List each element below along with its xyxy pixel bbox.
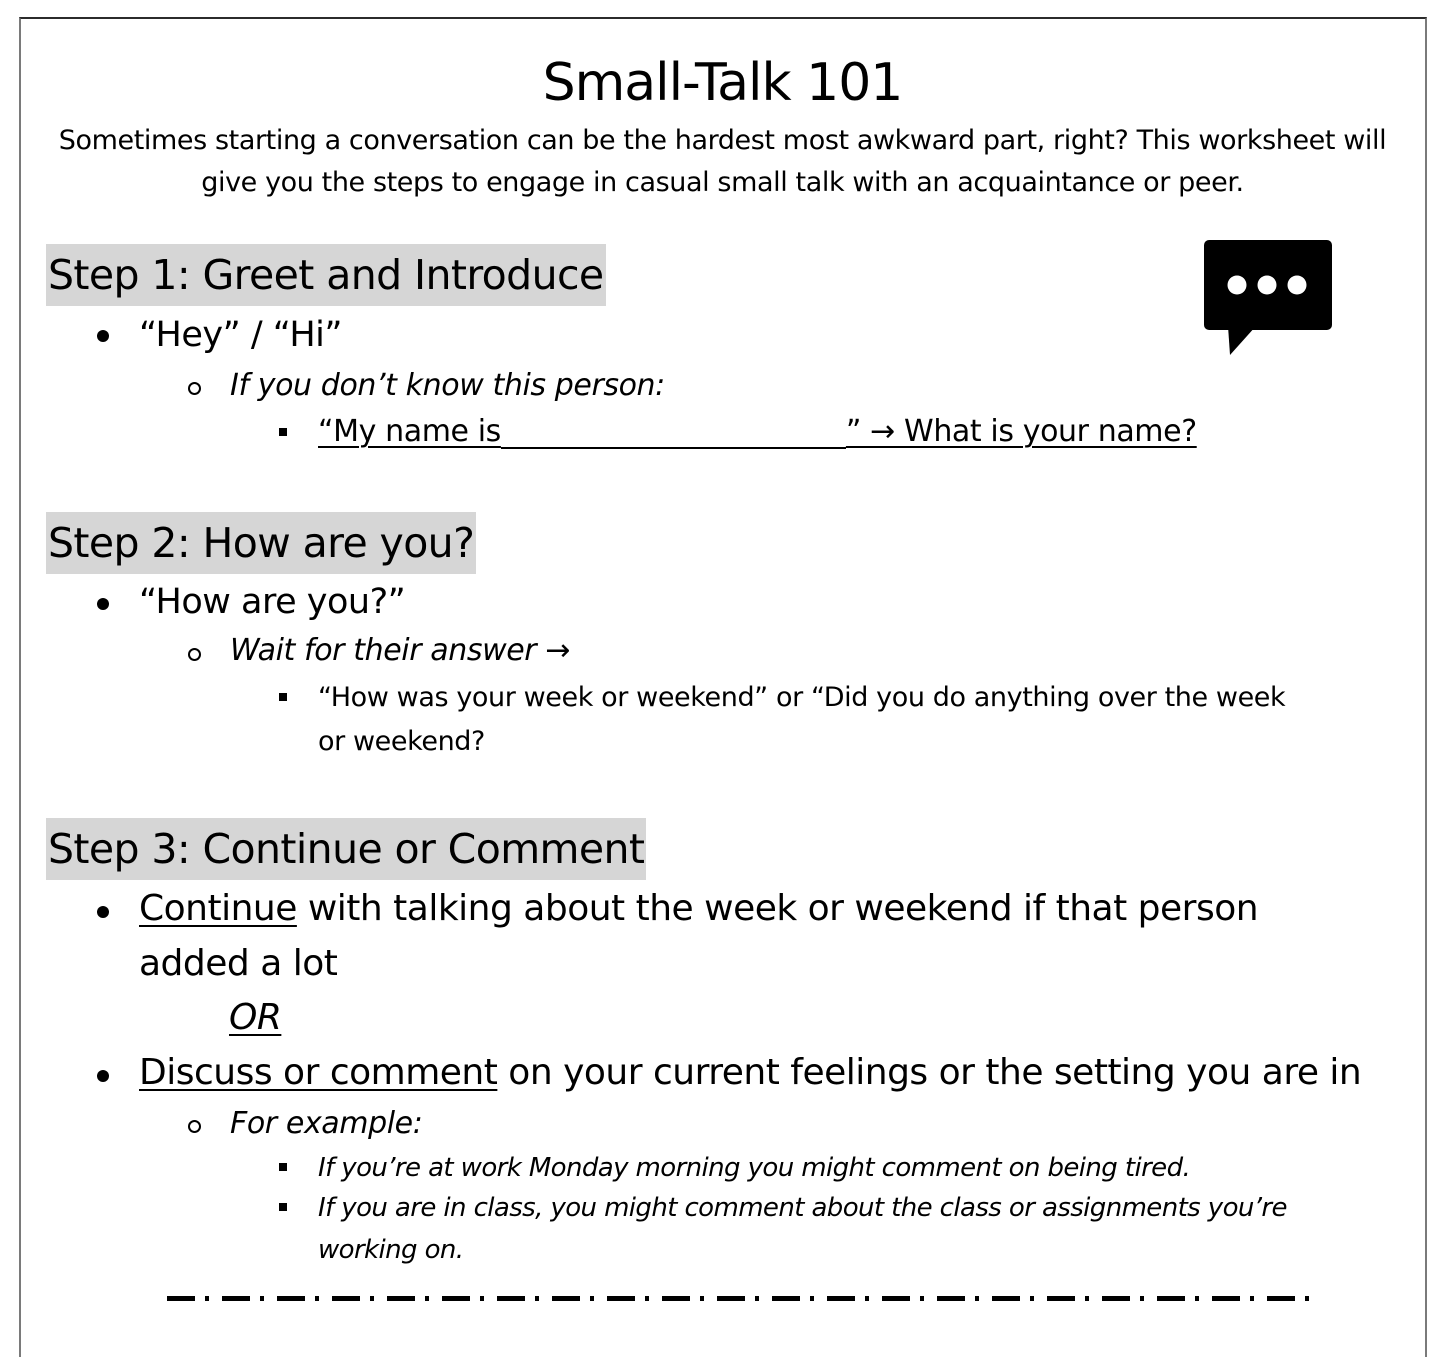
dash-dot-cut-line bbox=[167, 1296, 1313, 1301]
square-bullet-icon bbox=[279, 693, 287, 701]
intro-paragraph: Sometimes starting a conversation can be the hardest most awkward part, right? This worksheet will give you the steps to engage in casual small talk with an acquaintance or peer. bbox=[58, 125, 1387, 198]
example-item-continued: working on. bbox=[318, 1235, 464, 1265]
continue-text: with talking about the week or weekend if that person bbox=[296, 888, 1259, 929]
my-name-is-text: “My name is bbox=[318, 414, 501, 449]
example-item: If you are in class, you might comment about the class or assignments you’re bbox=[318, 1193, 1287, 1223]
step1-greeting: “Hey” / “Hi” bbox=[139, 315, 343, 355]
square-bullet-icon bbox=[279, 428, 287, 436]
step2-followup-line1: “How was your week or weekend” or “Did you do anything over the week bbox=[318, 682, 1286, 713]
step1-heading: Step 1: Greet and Introduce bbox=[46, 244, 606, 306]
circle-bullet-icon bbox=[188, 648, 201, 661]
step2-followup-line2: or weekend? bbox=[318, 726, 485, 757]
speech-bubble-icon bbox=[1204, 240, 1334, 358]
circle-bullet-icon bbox=[188, 1120, 201, 1133]
or-text: OR bbox=[229, 997, 282, 1038]
square-bullet-icon bbox=[279, 1203, 287, 1211]
discuss-text: on your current feelings or the setting you are in bbox=[497, 1052, 1362, 1093]
page-title: Small-Talk 101 bbox=[542, 53, 903, 113]
step3-sub-item: For example: bbox=[230, 1106, 423, 1141]
step3-heading: Step 3: Continue or Comment bbox=[46, 818, 646, 880]
discuss-keyword: Discuss or comment bbox=[139, 1052, 498, 1093]
step1-introduction-line bbox=[318, 410, 1197, 454]
continue-keyword: Continue bbox=[139, 888, 297, 929]
bullet-icon bbox=[97, 906, 109, 918]
bullet-icon bbox=[97, 330, 109, 342]
square-bullet-icon bbox=[279, 1163, 287, 1171]
or-label bbox=[229, 993, 281, 1043]
step3-continue-line2: added a lot bbox=[139, 943, 338, 984]
step3-discuss-line bbox=[139, 1048, 1361, 1098]
step2-sub-item: Wait for their answer → bbox=[230, 633, 571, 668]
step3-continue-line1 bbox=[139, 884, 1258, 934]
circle-bullet-icon bbox=[188, 382, 201, 395]
name-blank-field[interactable] bbox=[501, 446, 846, 449]
bullet-icon bbox=[97, 1070, 109, 1082]
step2-question: “How are you?” bbox=[139, 582, 406, 622]
example-item: If you’re at work Monday morning you might comment on being tired. bbox=[318, 1153, 1191, 1183]
bullet-icon bbox=[97, 598, 109, 610]
step1-sub-item: If you don’t know this person: bbox=[230, 368, 665, 403]
step2-heading: Step 2: How are you? bbox=[46, 512, 476, 574]
what-is-your-name-text: ” → What is your name? bbox=[845, 414, 1197, 449]
